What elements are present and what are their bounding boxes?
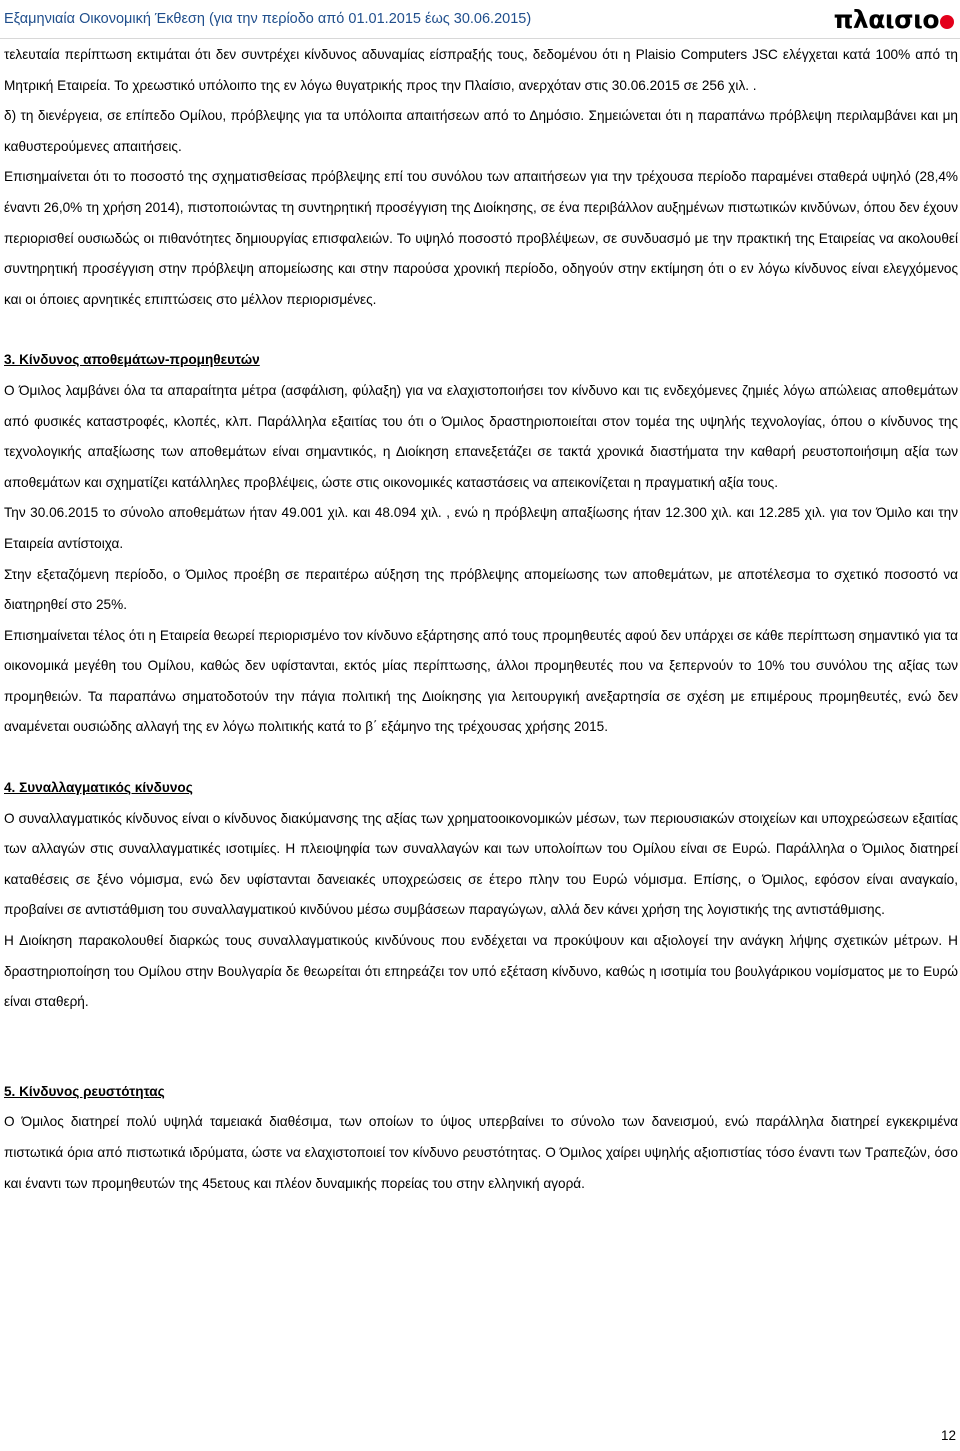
page-number: 12	[940, 1428, 956, 1443]
header-title: Εξαμηνιαία Οικονομική Έκθεση (για την περίοδο από 01.01.2015 έως 30.06.2015)	[4, 11, 532, 27]
paragraph: Στην εξεταζόμενη περίοδο, ο Όμιλος προέβη σε περαιτέρω αύξηση της πρόβλεψης απομείωσης των αποθεμάτων, με αποτέλεσμα το σχετικό ποσοστό να διατηρηθεί στο 25%.	[4, 566, 958, 613]
logo-text: πλαισιο	[833, 4, 939, 34]
section-heading: 4. Συναλλαγματικός κίνδυνος	[4, 780, 193, 796]
paragraph: Ο συναλλαγματικός κίνδυνος είναι ο κίνδυνος διακύμανσης της αξίας των χρηματοοικονομικών μέσων, των περιουσιακών στοιχείων και υποχρεώσεων εξαιτίας των αλλαγών στις συναλλαγματικές ισοτιμίες. Η πλειοψηφία των συναλλαγών και των υπολοίπων του Ομίλου είναι σε Ευρώ. Παράλληλα ο Όμιλος διατηρεί καταθέσεις σε ξένο νόμισμα, ενώ δεν υφίστανται δανειακές υποχρεώσεις σε έτερο πλην του Ευρώ νόμισμα. Επίσης, ο Όμιλος, εφόσον είναι αναγκαίο, προβαίνει σε αντιστάθμιση του συναλλαγματικού κινδύνου μέσω συμβάσεων παραγώγων, αλλά δεν κάνει χρήση της λογιστικής της αντιστάθμισης.	[4, 810, 958, 918]
paragraph: Ο Όμιλος διατηρεί πολύ υψηλά ταμειακά διαθέσιμα, των οποίων το ύψος υπερβαίνει το σύνολο των δανεισμού, ενώ παράλληλα διατηρεί εγκεκριμένα πιστωτικά όρια από πιστωτικά ιδρύματα, ώστε να ελαχιστοποιεί τον κίνδυνο ρευστότητας. Ο Όμιλος χαίρει υψηλής αξιοπιστίας τόσο έναντι των Τραπεζών, όσο και έναντι των προμηθευτών της 45ετους και πλέον δυναμικής πορείας του στην ελληνική αγορά.	[4, 1114, 958, 1191]
paragraph: Επισημαίνεται τέλος ότι η Εταιρεία θεωρεί περιορισμένο τον κίνδυνο εξάρτησης από τους προμηθευτές αφού δεν υπάρχει σε κάθε περίπτωση σημαντικό για τα οικονομικά μεγέθη του Ομίλου, καθώς δεν υφίστανται, εκτός μίας περίπτωσης, άλλοι προμηθευτές που να ξεπερνούν το 10% του συνόλου της αξίας των προμηθειών. Τα παραπάνω σηματοδοτούν την πάγια πολιτική της Διοίκησης για λειτουργική ανεξαρτησία σε σχέση με επιμέρους προμηθευτές, ενώ δεν αναμένεται ουσιώδης αλλαγή της εν λόγω πολιτικής κατά το β΄ εξάμηνο της τρέχουσας χρήσης 2015.	[4, 627, 958, 735]
paragraph: Επισημαίνεται ότι το ποσοστό της σχηματισθείσας πρόβλεψης επί του συνόλου των απαιτήσεων για την τρέχουσα περίοδο παραμένει σταθερά υψηλό (28,4% έναντι 26,0% τη χρήση 2014), πιστοποιώντας τη συντηρητική προσέγγιση της Διοίκησης, σε ένα περιβάλλον αυξημένων πιστωτικών κινδύνων, όπου δεν έχουν περιορισθεί ουσιωδώς οι πιθανότητες δημιουργίας επισφαλειών. Το υψηλό ποσοστό προβλέψεων, σε συνδυασμό με την πρακτική της Εταιρείας να ακολουθεί συντηρητική προσέγγιση στην πρόβλεψη απομείωσης και στην παρούσα χρονική περίοδο, οδηγούν στην εκτίμηση ότι ο εν λόγω κίνδυνος είναι ελεγχόμενος και οι όποιες αρνητικές επιπτώσεις στο μέλλον περιορισμένες.	[4, 169, 958, 307]
paragraph: τελευταία περίπτωση εκτιμάται ότι δεν συντρέχει κίνδυνος αδυναμίας είσπραξής τους, δεδομένου ότι η Plaisio Computers JSC ελέγχεται κατά 100% από τη Μητρική Εταιρεία. Το χρεωστικό υπόλοιπο της εν λόγω θυγατρικής προς την Πλαίσιο, ανερχόταν στις 30.06.2015 σε 256 χιλ. .	[4, 47, 958, 93]
paragraph: Ο Όμιλος λαμβάνει όλα τα απαραίτητα μέτρα (ασφάλιση, φύλαξη) για να ελαχιστοποιήσει τον κίνδυνο και τις ενδεχόμενες ζημιές λόγω απώλειας αποθεμάτων από φυσικές καταστροφές, κλοπές, κλπ. Παράλληλα εξαιτίας του ότι ο Όμιλος δραστηριοποιείται στον τομέα της υψηλής τεχνολογίας, όπου ο κίνδυνος της τεχνολογικής απαξίωσης των αποθεμάτων είναι σημαντικός, η Διοίκηση επανεξετάζει σε τακτά χρονικά διαστήματα την καθαρή ρευστοποιήσιμη αξία των αποθεμάτων και σχηματίζει κατάλληλες προβλέψεις, ώστε στις οικονομικές καταστάσεις να απεικονίζεται η πραγματική αξία τους.	[4, 382, 958, 490]
logo-dot-icon	[940, 15, 954, 29]
paragraph: Την 30.06.2015 το σύνολο αποθεμάτων ήταν 49.001 χιλ. και 48.094 χιλ. , ενώ η πρόβλεψη απαξίωσης ήταν 12.300 χιλ. και 12.285 χιλ. για τον Όμιλο και την Εταιρεία αντίστοιχα.	[4, 505, 958, 551]
section-heading: 3. Κίνδυνος αποθεμάτων-προμηθευτών	[4, 352, 260, 368]
paragraph: Η Διοίκηση παρακολουθεί διαρκώς τους συναλλαγματικούς κινδύνους που ενδέχεται να προκύψουν και αξιολογεί την ανάγκη λήψης σχετικών μέτρων. Η δραστηριοποίηση του Ομίλου στην Βουλγαρία δε θεωρείται ότι επηρεάζει τον υπό εξέταση κίνδυνο, καθώς η ισοτιμία του βουλγάρικου νομίσματος με το Ευρώ είναι σταθερή.	[4, 933, 958, 1010]
plaisio-logo	[834, 5, 954, 34]
page-header	[0, 0, 960, 39]
paragraph: δ) τη διενέργεια, σε επίπεδο Ομίλου, πρόβλεψης για τα υπόλοιπα απαιτήσεων από το Δημόσιο. Σημειώνεται ότι η παραπάνω πρόβλεψη περιλαμβάνει και μη καθυστερούμενες απαιτήσεις.	[4, 108, 958, 154]
document-body	[4, 40, 958, 1199]
section-heading: 5. Κίνδυνος ρευστότητας	[4, 1083, 165, 1099]
